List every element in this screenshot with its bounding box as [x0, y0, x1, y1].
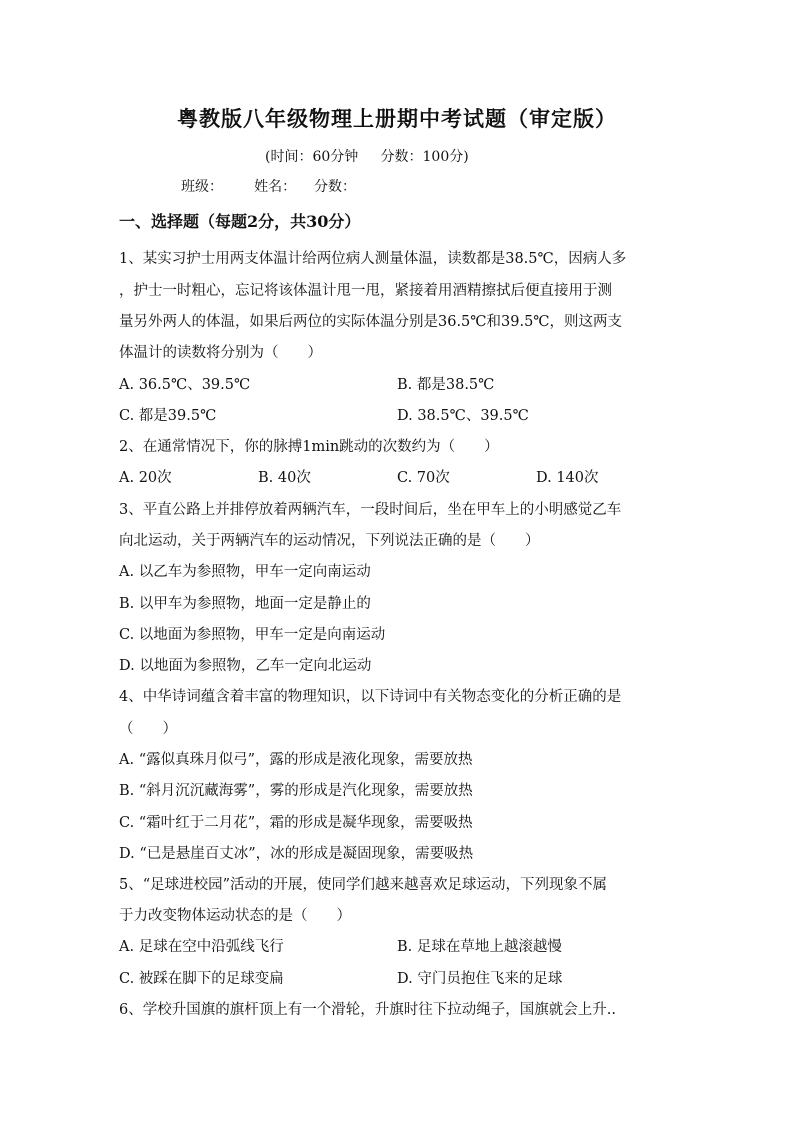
q3-option-d: D. 以地面为参照物，乙车一定向北运动 [119, 658, 372, 674]
q1-option-c: C. 都是39.5℃ [119, 408, 217, 424]
q1-option-d: D. 38.5℃、39.5℃ [397, 408, 529, 424]
q5-line-2: 于力改变物体运动状态的是（ ） [119, 908, 351, 924]
q4-option-c: C. “霜叶红于二月花”，霜的形成是凝华现象，需要吸热 [119, 815, 473, 831]
q4-line-1: 4、中华诗词蕴含着丰富的物理知识，以下诗词中有关物态变化的分析正确的是 [119, 689, 622, 705]
q4-option-a: A. “露似真珠月似弓”，露的形成是液化现象，需要放热 [119, 752, 473, 768]
q2-option-a: A. 20次 [119, 470, 172, 486]
q4-line-2: （ ） [119, 721, 177, 737]
q2-option-b: B. 40次 [258, 470, 311, 486]
q4-option-d: D. “已是悬崖百丈冰”，冰的形成是凝固现象，需要吸热 [119, 846, 474, 862]
q3-line-1: 3、平直公路上并排停放着两辆汽车，一段时间后，坐在甲车上的小明感觉乙车 [119, 502, 622, 518]
section-heading: 一、选择题（每题2分，共30分） [119, 212, 361, 231]
q4-option-b: B. “斜月沉沉藏海雾”，雾的形成是汽化现象，需要放热 [119, 783, 473, 799]
q5-option-a: A. 足球在空中沿弧线飞行 [119, 939, 284, 955]
q2-line-1: 2、在通常情况下，你的脉搏1min跳动的次数约为（ ） [119, 439, 499, 455]
q1-option-a: A. 36.5℃、39.5℃ [119, 377, 251, 393]
q1-line-3: 量另外两人的体温，如果后两位的实际体温分别是36.5℃和39.5℃，则这两支 [119, 314, 623, 330]
q3-option-c: C. 以地面为参照物，甲车一定是向南运动 [119, 627, 386, 643]
student-info-line: 班级： 姓名： 分数： [181, 179, 356, 195]
q3-option-b: B. 以甲车为参照物，地面一定是静止的 [119, 596, 371, 612]
q1-line-2: ，护士一时粗心，忘记将该体温计甩一甩，紧接着用酒精擦拭后便直接用于测 [119, 283, 612, 299]
q5-option-d: D. 守门员抱住飞来的足球 [397, 971, 563, 987]
q1-option-b: B. 都是38.5℃ [397, 377, 495, 393]
q5-option-b: B. 足球在草地上越滚越慢 [397, 939, 562, 955]
q3-option-a: A. 以乙车为参照物，甲车一定向南运动 [119, 564, 371, 580]
q6-line-1: 6、学校升国旗的旗杆顶上有一个滑轮，升旗时往下拉动绳子，国旗就会上升.. [119, 1002, 616, 1018]
q1-line-4: 体温计的读数将分别为（ ） [119, 345, 322, 361]
q2-option-c: C. 70次 [397, 470, 450, 486]
q5-line-1: 5、“足球进校园”活动的开展，使同学们越来越喜欢足球运动，下列现象不属 [119, 877, 608, 893]
page-title: 粤教版八年级物理上册期中考试题（审定版） [177, 106, 617, 131]
q3-line-2: 向北运动，关于两辆汽车的运动情况，下列说法正确的是（ ） [119, 533, 540, 549]
time-score-line: (时间：60分钟 分数：100分) [265, 149, 469, 165]
q5-option-c: C. 被踩在脚下的足球变扁 [119, 971, 284, 987]
q1-line-1: 1、某实习护士用两支体温计给两位病人测量体温，读数都是38.5℃，因病人多 [119, 251, 627, 267]
q2-option-d: D. 140次 [536, 470, 599, 486]
